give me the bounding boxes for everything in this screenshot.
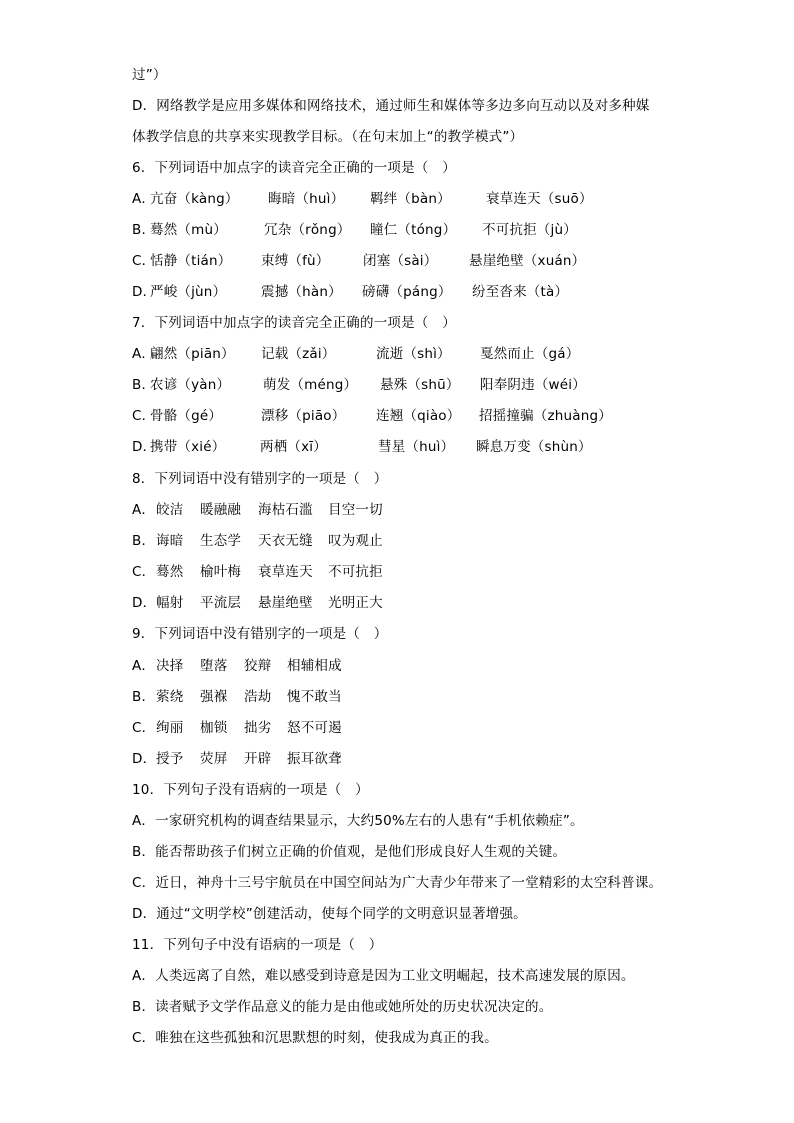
text-line: 过”） xyxy=(132,67,167,83)
word: 悬崖绝壁（xuán） xyxy=(469,253,586,269)
word: 萦绕 xyxy=(156,689,184,705)
word: 相辅相成 xyxy=(287,658,342,674)
option-d-text-cont: 体教学信息的共享来实现教学目标。（在句末加上“的教学模式”） xyxy=(132,129,524,145)
word: 光明正大 xyxy=(328,595,383,611)
word: 怒不可遏 xyxy=(287,720,342,736)
word: 不可抗拒（jù） xyxy=(482,222,577,238)
word: 衰草连天 xyxy=(258,564,313,580)
word: 悬殊（shū） xyxy=(380,377,460,393)
option-label: C． xyxy=(132,564,156,580)
option-label: B． xyxy=(132,222,156,238)
word: 阳奉阴违（wéi） xyxy=(480,377,586,393)
option-label: A． xyxy=(132,346,156,362)
option-d-text: D．网络教学是应用多媒体和网络技术，通过师生和媒体等多边多向互动以及对多种媒 xyxy=(132,98,650,114)
word: 荧屏 xyxy=(200,751,228,767)
question-7-stem: 7．下列词语中加点字的读音完全正确的一项是（ ） xyxy=(132,315,456,331)
word: 萌发（méng） xyxy=(263,377,358,393)
word: 诲暗 xyxy=(156,533,184,549)
option-label: A． xyxy=(132,191,156,207)
q11-option-c: C．唯独在这些孤独和沉思默想的时刻，使我成为真正的我。 xyxy=(132,1030,498,1046)
word: 榆叶梅 xyxy=(200,564,242,580)
word: 两栖（xī） xyxy=(260,439,327,455)
q10-option-c: C．近日，神舟十三号宇航员在中国空间站为广大青少年带来了一堂精彩的太空科普课。 xyxy=(132,875,663,891)
word: 不可抗拒 xyxy=(328,564,383,580)
word: 招摇撞骗（zhuàng） xyxy=(479,408,612,424)
word: 农谚（yàn） xyxy=(150,377,231,393)
word: 彗星（huì） xyxy=(378,439,455,455)
q10-option-b: B．能否帮助孩子们树立正确的价值观，是他们形成良好人生观的关键。 xyxy=(132,844,567,860)
question-8-stem: 8．下列词语中没有错别字的一项是（ ） xyxy=(132,471,388,487)
option-label: C． xyxy=(132,408,156,424)
word: 愧不敢当 xyxy=(287,689,342,705)
option-label: A． xyxy=(132,658,156,674)
word: 蓦然（mù） xyxy=(150,222,227,238)
word: 亢奋（kàng） xyxy=(150,191,239,207)
word: 生态学 xyxy=(200,533,242,549)
option-label: D． xyxy=(132,284,157,300)
word: 晦暗（huì） xyxy=(268,191,345,207)
word: 瞳仁（tóng） xyxy=(370,222,457,238)
word: 天衣无缝 xyxy=(258,533,313,549)
word: 皎洁 xyxy=(156,502,184,518)
word: 绚丽 xyxy=(156,720,184,736)
word: 强褓 xyxy=(200,689,228,705)
option-label: D． xyxy=(132,595,157,611)
word: 目空一切 xyxy=(328,502,383,518)
word: 戛然而止（gá） xyxy=(480,346,580,362)
word: 闭塞（sài） xyxy=(363,253,438,269)
option-label: B． xyxy=(132,533,156,549)
word: 衰草连天（suō） xyxy=(486,191,593,207)
word: 束缚（fù） xyxy=(261,253,330,269)
option-label: B． xyxy=(132,689,156,705)
word: 漂移（piāo） xyxy=(261,408,346,424)
word: 平流层 xyxy=(200,595,242,611)
word: 严峻（jùn） xyxy=(150,284,227,300)
word: 海枯石滥 xyxy=(258,502,313,518)
word: 悬崖绝壁 xyxy=(258,595,313,611)
question-9-stem: 9．下列词语中没有错别字的一项是（ ） xyxy=(132,626,388,642)
word: 蓦然 xyxy=(156,564,184,580)
word: 授予 xyxy=(156,751,184,767)
word: 冗杂（rǒng） xyxy=(264,222,351,238)
word: 振耳欲聋 xyxy=(287,751,342,767)
word: 幅射 xyxy=(156,595,184,611)
option-label: C． xyxy=(132,253,156,269)
q10-option-a: A．一家研究机构的调查结果显示，大约50%左右的人患有“手机依赖症”。 xyxy=(132,813,584,829)
question-6-stem: 6．下列词语中加点字的读音完全正确的一项是（ ） xyxy=(132,160,456,176)
word: 决择 xyxy=(156,658,184,674)
option-label: B． xyxy=(132,377,156,393)
word: 叹为观止 xyxy=(328,533,383,549)
option-label: D． xyxy=(132,439,157,455)
word: 羁绊（bàn） xyxy=(370,191,451,207)
option-label: C． xyxy=(132,720,156,736)
option-label: D． xyxy=(132,751,157,767)
word: 狡辩 xyxy=(244,658,272,674)
question-11-stem: 11．下列句子中没有语病的一项是（ ） xyxy=(132,937,383,953)
word: 骨骼（gé） xyxy=(150,408,223,424)
word: 瞬息万变（shùn） xyxy=(476,439,592,455)
word: 磅礴（páng） xyxy=(362,284,452,300)
word: 翩然（piān） xyxy=(150,346,235,362)
word: 恬静（tián） xyxy=(150,253,232,269)
word: 纷至沓来（tà） xyxy=(472,284,569,300)
word: 携带（xié） xyxy=(150,439,226,455)
word: 震撼（hàn） xyxy=(261,284,342,300)
word: 开辟 xyxy=(244,751,272,767)
q11-option-a: A．人类远离了自然，难以感受到诗意是因为工业文明崛起，技术高速发展的原因。 xyxy=(132,968,635,984)
word: 暖融融 xyxy=(200,502,242,518)
word: 记载（zǎi） xyxy=(261,346,336,362)
word: 连翘（qiào） xyxy=(376,408,461,424)
question-10-stem: 10．下列句子没有语病的一项是（ ） xyxy=(132,782,369,798)
word: 堕落 xyxy=(200,658,228,674)
word: 浩劫 xyxy=(244,689,272,705)
word: 流逝（shì） xyxy=(376,346,451,362)
q10-option-d: D．通过“文明学校”创建活动，使每个同学的文明意识显著增强。 xyxy=(132,906,527,922)
word: 拙劣 xyxy=(244,720,272,736)
option-label: A． xyxy=(132,502,156,518)
q11-option-b: B．读者赋予文学作品意义的能力是由他或她所处的历史状况决定的。 xyxy=(132,999,553,1015)
word: 枷锁 xyxy=(200,720,228,736)
